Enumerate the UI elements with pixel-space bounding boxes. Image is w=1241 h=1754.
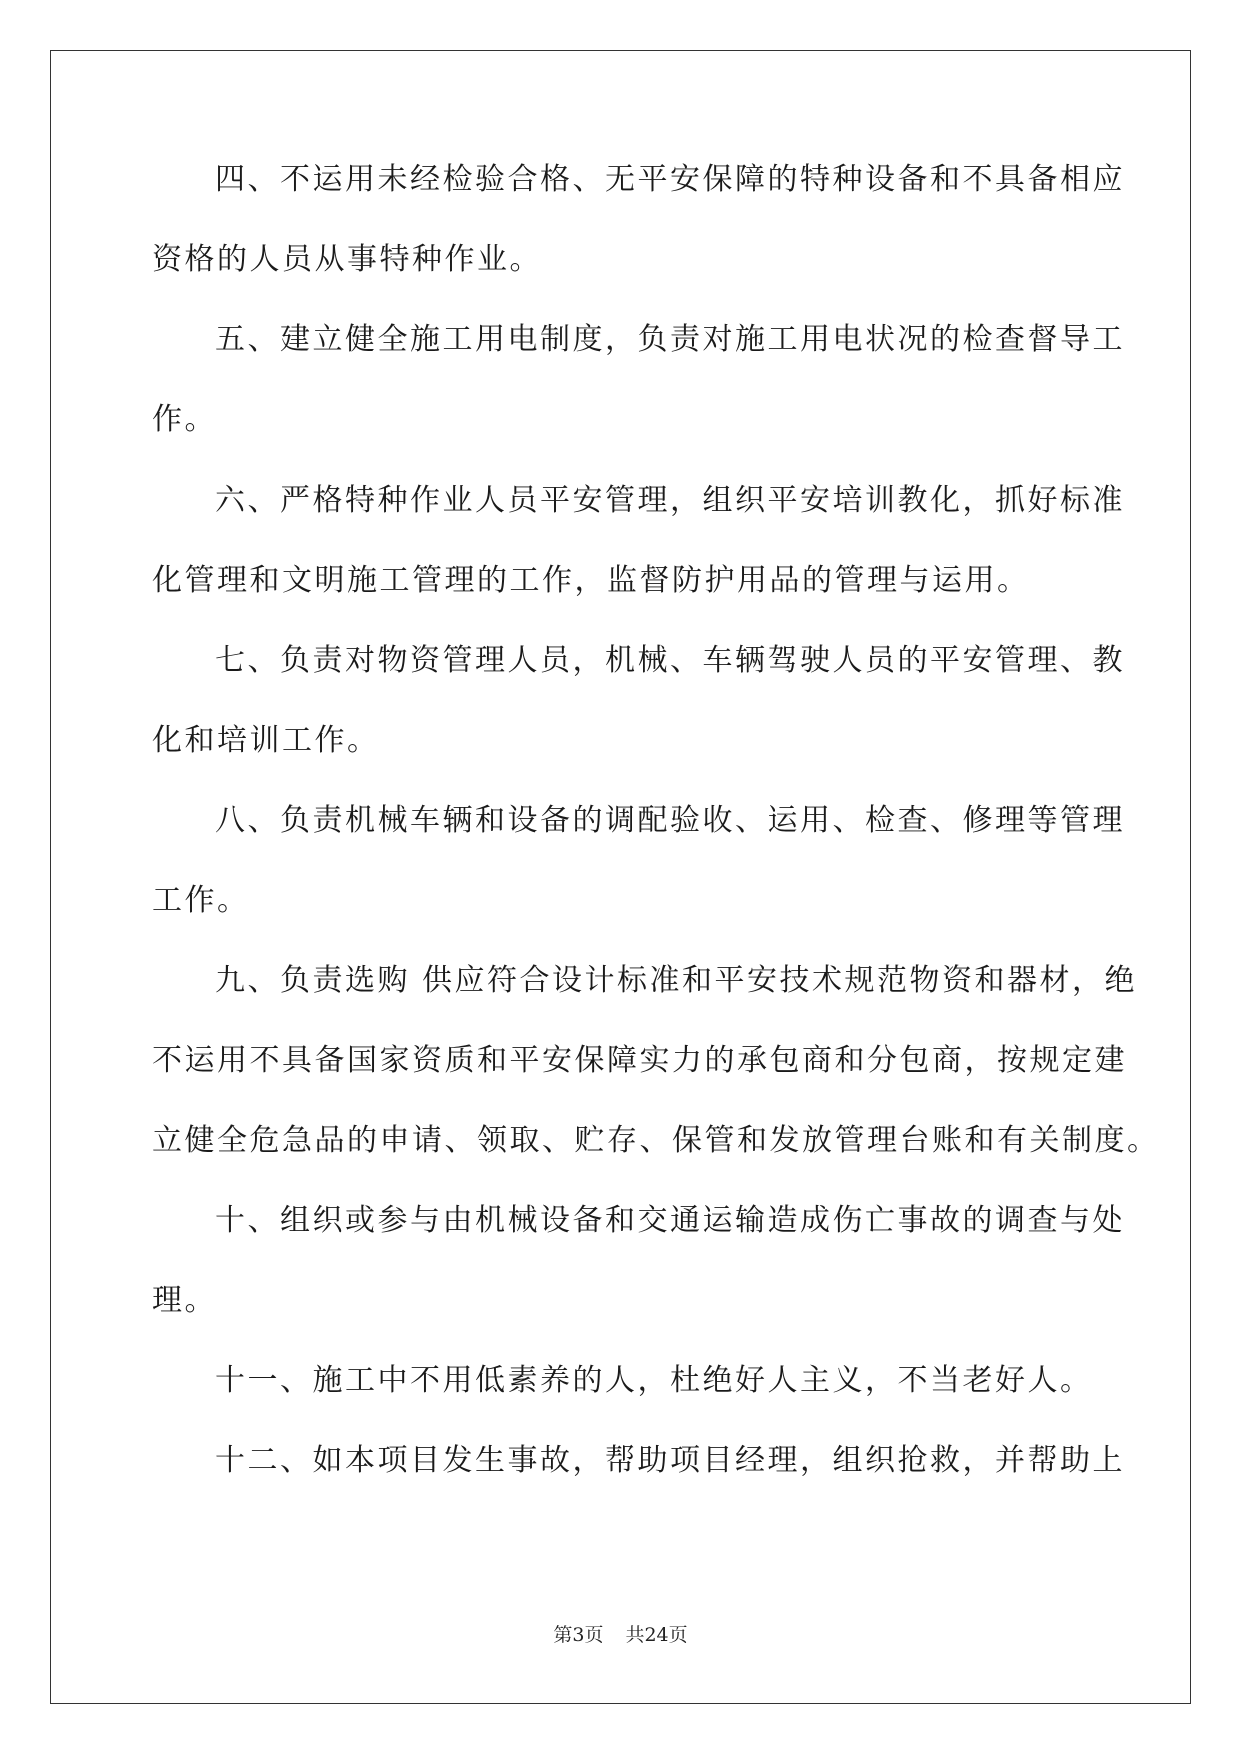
item-10-line-1: 十、组织或参与由机械设备和交通运输造成伤亡事故的调查与处 <box>215 1203 1125 1238</box>
item-8-line-1: 八、负责机械车辆和设备的调配验收、运用、检查、修理等管理 <box>215 803 1125 838</box>
item-9-line-3: 立健全危急品的申请、领取、贮存、保管和发放管理台账和有关制度。 <box>152 1123 1160 1158</box>
page-total: 共24页 <box>625 1624 688 1646</box>
item-7-line-2: 化和培训工作。 <box>152 723 380 758</box>
item-9-line-2: 不运用不具备国家资质和平安保障实力的承包商和分包商，按规定建 <box>152 1043 1127 1078</box>
item-11-line-1: 十一、施工中不用低素养的人，杜绝好人主义，不当老好人。 <box>215 1363 1093 1398</box>
item-6-line-1: 六、严格特种作业人员平安管理，组织平安培训教化，抓好标准 <box>215 483 1125 518</box>
item-6-line-2: 化管理和文明施工管理的工作，监督防护用品的管理与运用。 <box>152 563 1030 598</box>
item-9-line-1: 九、负责选购 供应符合设计标准和平安技术规范物资和器材，绝 <box>215 963 1138 998</box>
item-10-line-2: 理。 <box>152 1283 217 1318</box>
item-12-line-1: 十二、如本项目发生事故，帮助项目经理，组织抢救，并帮助上 <box>215 1443 1125 1478</box>
page-footer <box>0 1620 1241 1647</box>
item-4-line-2: 资格的人员从事特种作业。 <box>152 242 542 277</box>
item-8-line-2: 工作。 <box>152 883 250 918</box>
item-5-line-1: 五、建立健全施工用电制度，负责对施工用电状况的检查督导工 <box>215 322 1125 357</box>
item-7-line-1: 七、负责对物资管理人员，机械、车辆驾驶人员的平安管理、教 <box>215 643 1125 678</box>
item-5-line-2: 作。 <box>152 402 217 437</box>
item-4-line-1: 四、不运用未经检验合格、无平安保障的特种设备和不具备相应 <box>215 162 1125 197</box>
page-number: 第3页 <box>553 1624 604 1646</box>
